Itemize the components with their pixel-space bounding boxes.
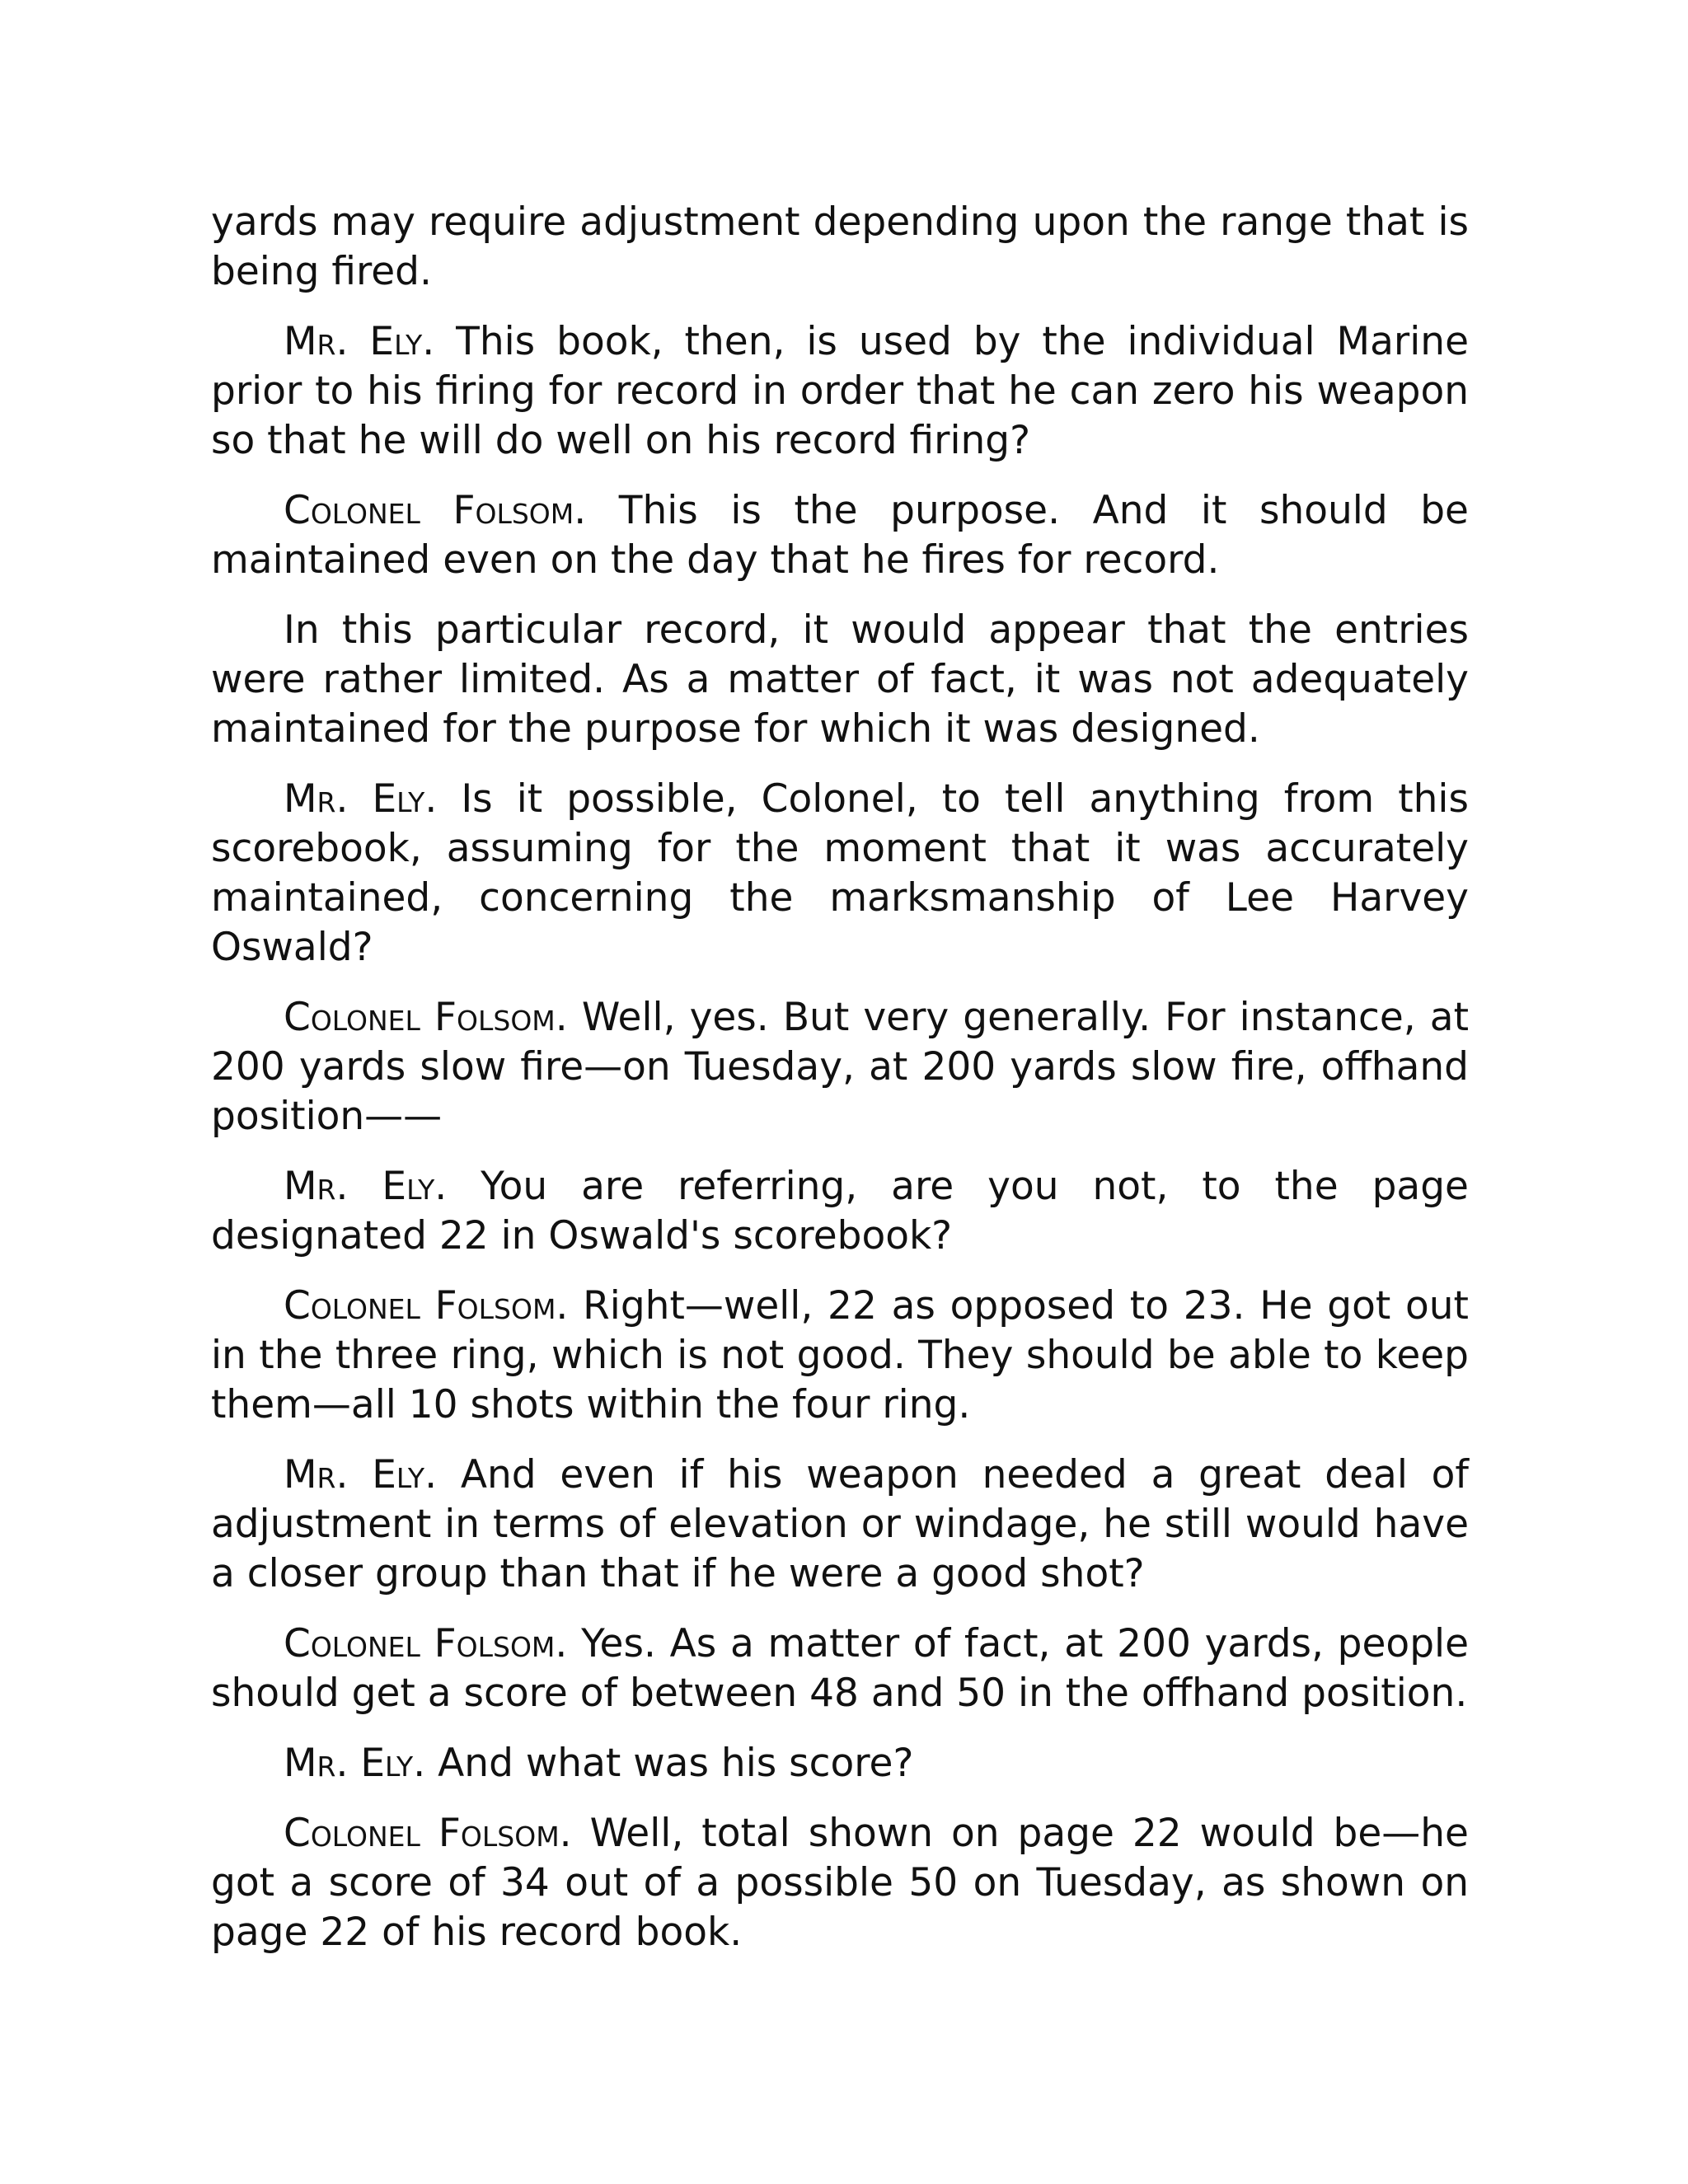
speaker-label: Colonel Folsom.	[284, 1283, 569, 1329]
speaker-label: Mr. Ely.	[284, 1164, 448, 1209]
paragraph-text: Yes. As a matter of fact, at 200 yards, people should get a score of between 48 and 50 in the offhand position.	[211, 1621, 1469, 1716]
paragraph	[211, 486, 1469, 585]
paragraph-text: In this particular record, it would appear that the entries were rather limited. As a matter of fact, it was not adequately maintained for the purpose for which it was designed.	[211, 607, 1469, 752]
speaker-label: Colonel Folsom.	[284, 995, 568, 1040]
paragraph	[211, 1451, 1469, 1599]
paragraph-text: Well, total shown on page 22 would be—he got a score of 34 out of a possible 50 on Tuesday, as shown on page 22 of his record book.	[211, 1811, 1469, 1955]
paragraph-text: This book, then, is used by the individual Marine prior to his firing for record in order that he can zero his weapon so that he will do well on his record firing?	[211, 319, 1469, 463]
speaker-label: Mr. Ely.	[284, 776, 438, 822]
paragraph-text: This is the purpose. And it should be maintained even on the day that he fires for record.	[211, 488, 1469, 583]
paragraph	[211, 606, 1469, 754]
paragraph	[211, 1809, 1469, 1957]
paragraph-text: And even if his weapon needed a great deal of adjustment in terms of elevation or windage, he still would have a closer group than that if he were a good shot?	[211, 1452, 1469, 1596]
speaker-label: Mr. Ely.	[284, 1452, 438, 1497]
paragraph	[211, 993, 1469, 1141]
paragraph-text: yards may require adjustment depending upon the range that is being fired.	[211, 199, 1469, 294]
paragraph	[211, 198, 1469, 297]
paragraph	[211, 1282, 1469, 1430]
speaker-label: Mr. Ely.	[284, 319, 435, 364]
speaker-label: Colonel Folsom.	[284, 1621, 568, 1666]
speaker-label: Colonel Folsom.	[284, 488, 587, 533]
paragraph	[211, 775, 1469, 972]
paragraph-text: You are referring, are you not, to the page designated 22 in Oswald's scorebook?	[211, 1164, 1469, 1258]
document-page	[211, 198, 1469, 1978]
paragraph-text: Well, yes. But very generally. For instance, at 200 yards slow fire—on Tuesday, at 200 yards slow fire, offhand position——	[211, 995, 1470, 1139]
paragraph	[211, 1619, 1469, 1718]
speaker-label: Mr. Ely.	[284, 1741, 426, 1786]
paragraph	[211, 1739, 1469, 1788]
speaker-label: Colonel Folsom.	[284, 1811, 572, 1856]
paragraph-text: Is it possible, Colonel, to tell anything from this scorebook, assuming for the moment that it was accurately maintained, concerning the marksmanship of Lee Harvey Oswald?	[211, 776, 1469, 970]
paragraph-text: Right—well, 22 as opposed to 23. He got out in the three ring, which is not good. They should be able to keep them—all 10 shots within the four ring.	[211, 1283, 1469, 1427]
paragraph	[211, 1162, 1469, 1261]
paragraph	[211, 317, 1469, 466]
paragraph-text: And what was his score?	[438, 1741, 914, 1786]
